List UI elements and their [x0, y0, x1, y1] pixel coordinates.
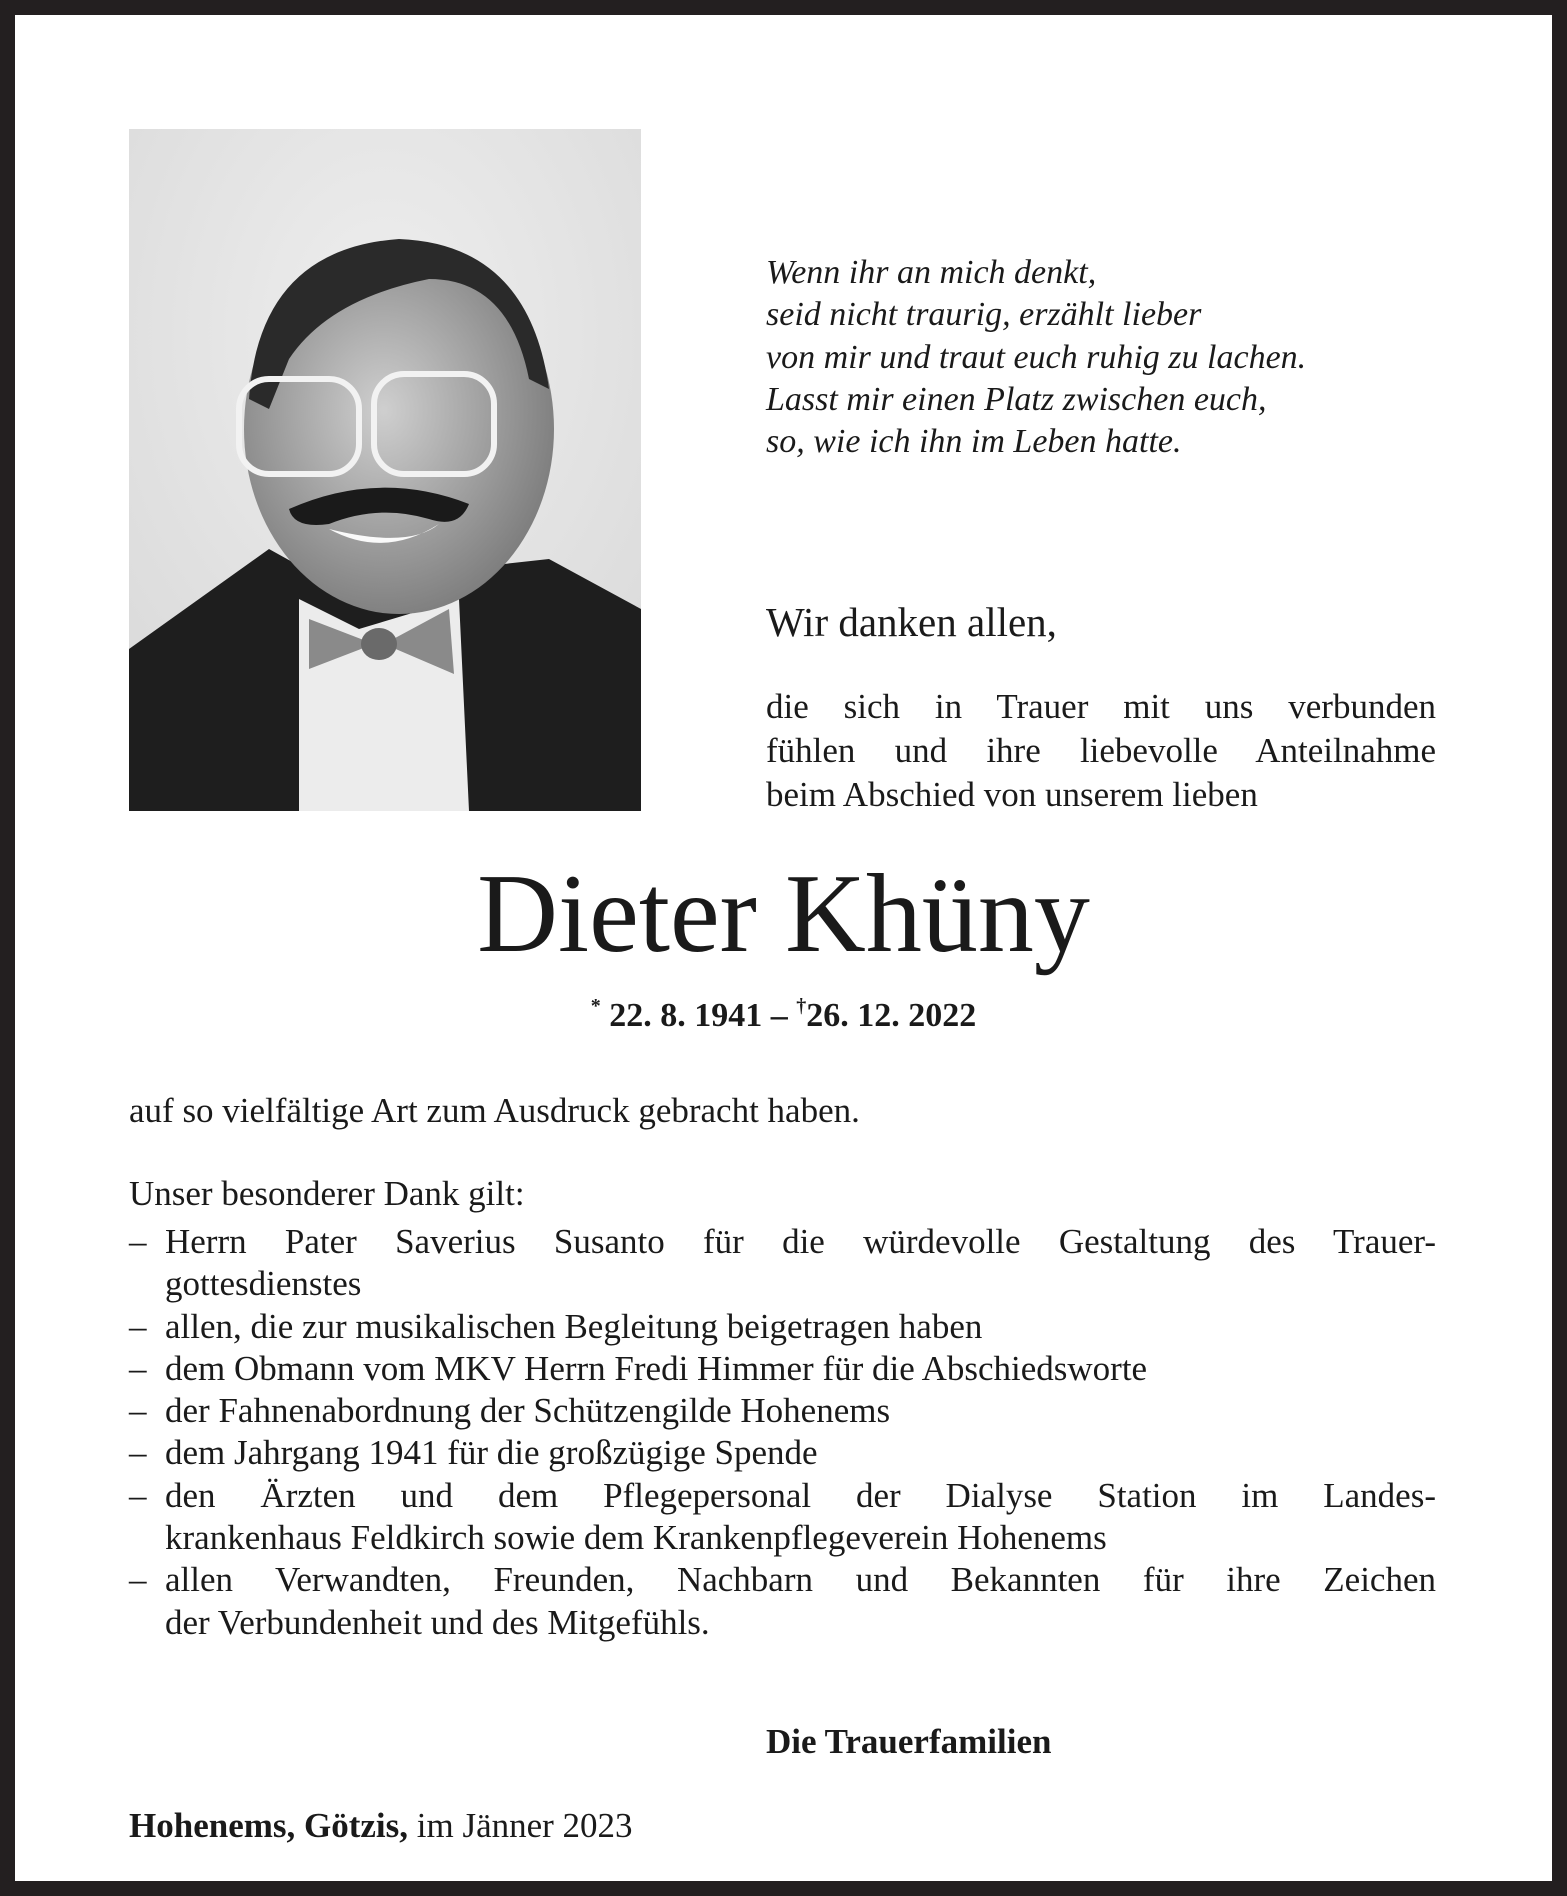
poem-line: von mir und traut euch ruhig zu lachen.: [766, 338, 1307, 376]
deceased-name: Dieter Khüny: [477, 852, 1090, 976]
list-item: [129, 1559, 1436, 1644]
paragraph-line: fühlen und ihre liebevolle Anteilnahme: [766, 731, 1436, 770]
list-dash: –: [129, 1348, 147, 1388]
list-item: [129, 1432, 1436, 1474]
list-item-line: Herrn Pater Saverius Susanto für die würdevolle Gestaltung des Trauer-: [165, 1222, 1436, 1261]
list-item-line: den Ärzten und dem Pflegepersonal der Dialyse Station im Landes-: [165, 1475, 1436, 1515]
birth-symbol: *: [590, 995, 601, 1017]
list-item: [129, 1475, 1436, 1560]
date-separator: –: [770, 997, 788, 1034]
portrait-photo: [129, 129, 641, 811]
list-item-text: [165, 1475, 1436, 1560]
list-item-line: gottesdienstes: [165, 1264, 362, 1304]
list-item: [129, 1348, 1436, 1390]
list-dash: –: [129, 1306, 147, 1346]
thanks-paragraph: [766, 685, 1436, 817]
death-symbol: †: [796, 995, 807, 1017]
place-names: Hohenems, Götzis,: [129, 1806, 409, 1845]
list-item: [129, 1390, 1436, 1432]
life-dates: [0, 995, 1567, 1035]
list-item-line: der Verbundenheit und des Mitgefühls.: [165, 1602, 710, 1642]
list-item-text: [165, 1306, 1436, 1348]
list-item-line: allen, die zur musikalischen Begleitung beigetragen haben: [165, 1306, 983, 1346]
list-dash: –: [129, 1391, 147, 1431]
list-dash: –: [129, 1222, 147, 1261]
list-item-line: dem Jahrgang 1941 für die großzügige Spende: [165, 1433, 818, 1473]
poem: [766, 252, 1306, 463]
poem-line: Wenn ihr an mich denkt,: [766, 254, 1097, 291]
list-item-text: [165, 1221, 1436, 1306]
date-text: im Jänner 2023: [416, 1806, 633, 1845]
list-item-line: allen Verwandten, Freunden, Nachbarn und Bekannten für ihre Zeichen: [165, 1560, 1436, 1600]
list-item: [129, 1306, 1436, 1348]
list-dash: –: [129, 1433, 147, 1473]
thanks-heading: Wir danken allen,: [766, 599, 1057, 645]
death-date: 26. 12. 2022: [806, 997, 977, 1034]
list-dash: –: [129, 1475, 147, 1515]
list-item-text: [165, 1559, 1436, 1644]
list-dash: –: [129, 1560, 147, 1600]
continuation-text: auf so vielfältige Art zum Ausdruck gebracht haben.: [129, 1091, 860, 1130]
poem-line: Lasst mir einen Platz zwischen euch,: [766, 380, 1267, 418]
list-item-line: der Fahnenabordnung der Schützengilde Hohenems: [165, 1391, 891, 1431]
place-date: [129, 1806, 633, 1846]
birth-date: 22. 8. 1941: [609, 997, 763, 1034]
list-item-line: dem Obmann vom MKV Herrn Fredi Himmer für die Abschiedsworte: [165, 1348, 1148, 1388]
list-item: [129, 1221, 1436, 1306]
special-thanks-heading: Unser besonderer Dank gilt:: [129, 1174, 525, 1213]
paragraph-line: beim Abschied von unserem lieben: [766, 775, 1258, 814]
signature: Die Trauerfamilien: [766, 1722, 1052, 1761]
list-item-text: [165, 1432, 1436, 1474]
list-item-text: [165, 1390, 1436, 1432]
poem-line: so, wie ich ihn im Leben hatte.: [766, 423, 1182, 461]
list-item-text: [165, 1348, 1436, 1390]
list-item-line: krankenhaus Feldkirch sowie dem Krankenpflegeverein Hohenems: [165, 1518, 1107, 1558]
paragraph-line: die sich in Trauer mit uns verbunden: [766, 687, 1436, 726]
poem-line: seid nicht traurig, erzählt lieber: [766, 296, 1202, 334]
special-thanks-list: [129, 1221, 1436, 1644]
